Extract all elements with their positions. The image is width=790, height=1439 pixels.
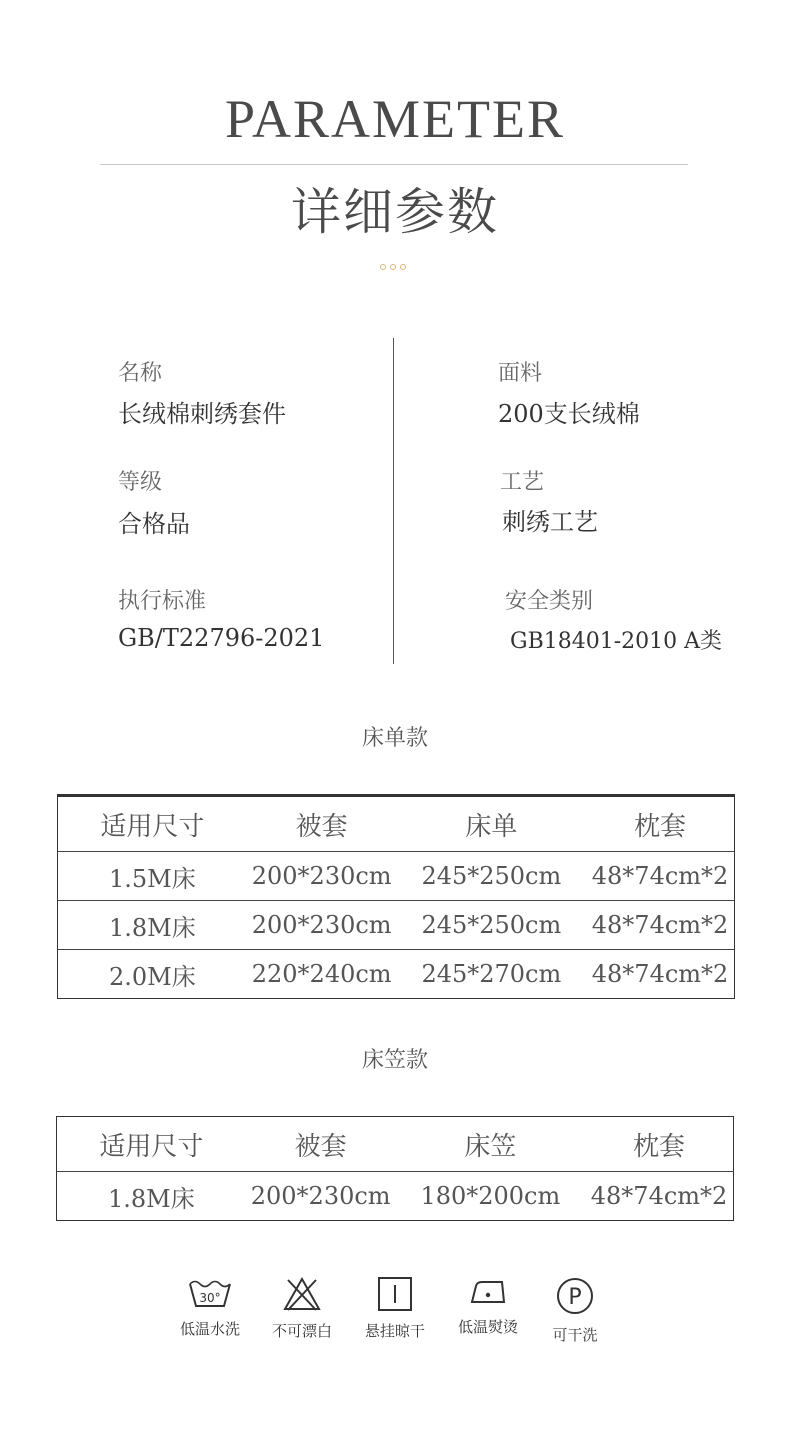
cell-pillowcase: 48*74cm*2 <box>591 960 729 988</box>
cell-duvet: 200*230cm <box>247 901 397 950</box>
cell-duvet: 200*230cm <box>247 852 397 901</box>
header-pillowcase: 枕套 <box>586 796 734 852</box>
low-iron-icon <box>468 1276 508 1308</box>
table-row <box>58 852 735 901</box>
fabric-label: 面料 <box>498 361 543 386</box>
table-row <box>58 901 735 950</box>
dry-clean-icon <box>555 1276 595 1316</box>
title-divider <box>100 164 688 165</box>
cell-size: 1.8M床 <box>58 901 247 950</box>
header-pillowcase: 枕套 <box>585 1117 733 1172</box>
craft-label: 工艺 <box>500 470 545 495</box>
name-value: 长绒棉刺绣套件 <box>118 400 286 428</box>
header-fitted: 床笠 <box>396 1117 585 1172</box>
cell-duvet: 220*240cm <box>251 960 392 988</box>
fitted-size-table <box>56 1116 734 1221</box>
table-header-row <box>57 1117 734 1172</box>
care-label: 低温水洗 <box>179 1320 240 1338</box>
page-title-cn: 详细参数 <box>291 183 499 241</box>
safety-value: GB18401-2010 A类 <box>510 629 723 654</box>
table-row <box>58 950 735 999</box>
craft-value: 刺绣工艺 <box>502 508 598 536</box>
care-label: 可干洗 <box>552 1326 598 1344</box>
cell-size: 1.5M床 <box>58 852 247 901</box>
safety-label: 安全类别 <box>505 589 594 614</box>
cell-duvet: 200*230cm <box>250 1182 391 1210</box>
cell-sheet: 245*250cm <box>397 852 586 901</box>
sheet-size-table <box>57 794 735 999</box>
standard-value: GB/T22796-2021 <box>118 624 325 652</box>
care-dry-clean <box>530 1276 620 1345</box>
decorative-dots <box>380 264 406 270</box>
sheet-section-title: 床单款 <box>361 726 428 751</box>
table-row <box>57 1172 734 1221</box>
cell-sheet: 245*250cm <box>397 901 586 950</box>
column-divider <box>393 338 394 664</box>
fabric-value: 200支长绒棉 <box>498 400 640 428</box>
cell-fitted: 180*200cm <box>420 1182 561 1210</box>
wash-temp: 30° <box>199 1291 221 1305</box>
care-label: 悬挂晾干 <box>364 1322 425 1340</box>
care-label: 低温熨烫 <box>457 1318 518 1336</box>
cell-pillowcase: 48*74cm*2 <box>586 852 734 901</box>
care-wash <box>165 1276 255 1339</box>
care-no-bleach <box>257 1276 347 1341</box>
fitted-section-title: 床笠款 <box>361 1048 428 1073</box>
hang-dry-icon <box>377 1276 413 1312</box>
cell-sheet: 245*270cm <box>421 960 562 988</box>
page-title-en: PARAMETER <box>224 89 566 149</box>
header-sheet: 床单 <box>397 796 586 852</box>
cell-size: 2.0M床 <box>108 962 196 991</box>
header-size: 适用尺寸 <box>58 796 247 852</box>
care-label: 不可漂白 <box>271 1322 332 1340</box>
wash-30-icon <box>187 1276 233 1310</box>
name-label: 名称 <box>118 361 163 386</box>
standard-label: 执行标准 <box>118 589 207 614</box>
care-hang-dry <box>350 1276 440 1341</box>
grade-value: 合格品 <box>118 510 190 538</box>
header-duvet: 被套 <box>246 1117 396 1172</box>
header-duvet: 被套 <box>247 796 397 852</box>
cell-size: 1.8M床 <box>107 1184 195 1213</box>
header-size: 适用尺寸 <box>57 1117 246 1172</box>
cell-pillowcase: 48*74cm*2 <box>590 1182 728 1210</box>
svg-text:P: P <box>568 1285 582 1310</box>
no-bleach-icon <box>282 1276 322 1312</box>
cell-pillowcase: 48*74cm*2 <box>586 901 734 950</box>
grade-label: 等级 <box>118 470 163 495</box>
care-low-iron <box>443 1276 533 1337</box>
table-header-row <box>58 796 735 852</box>
